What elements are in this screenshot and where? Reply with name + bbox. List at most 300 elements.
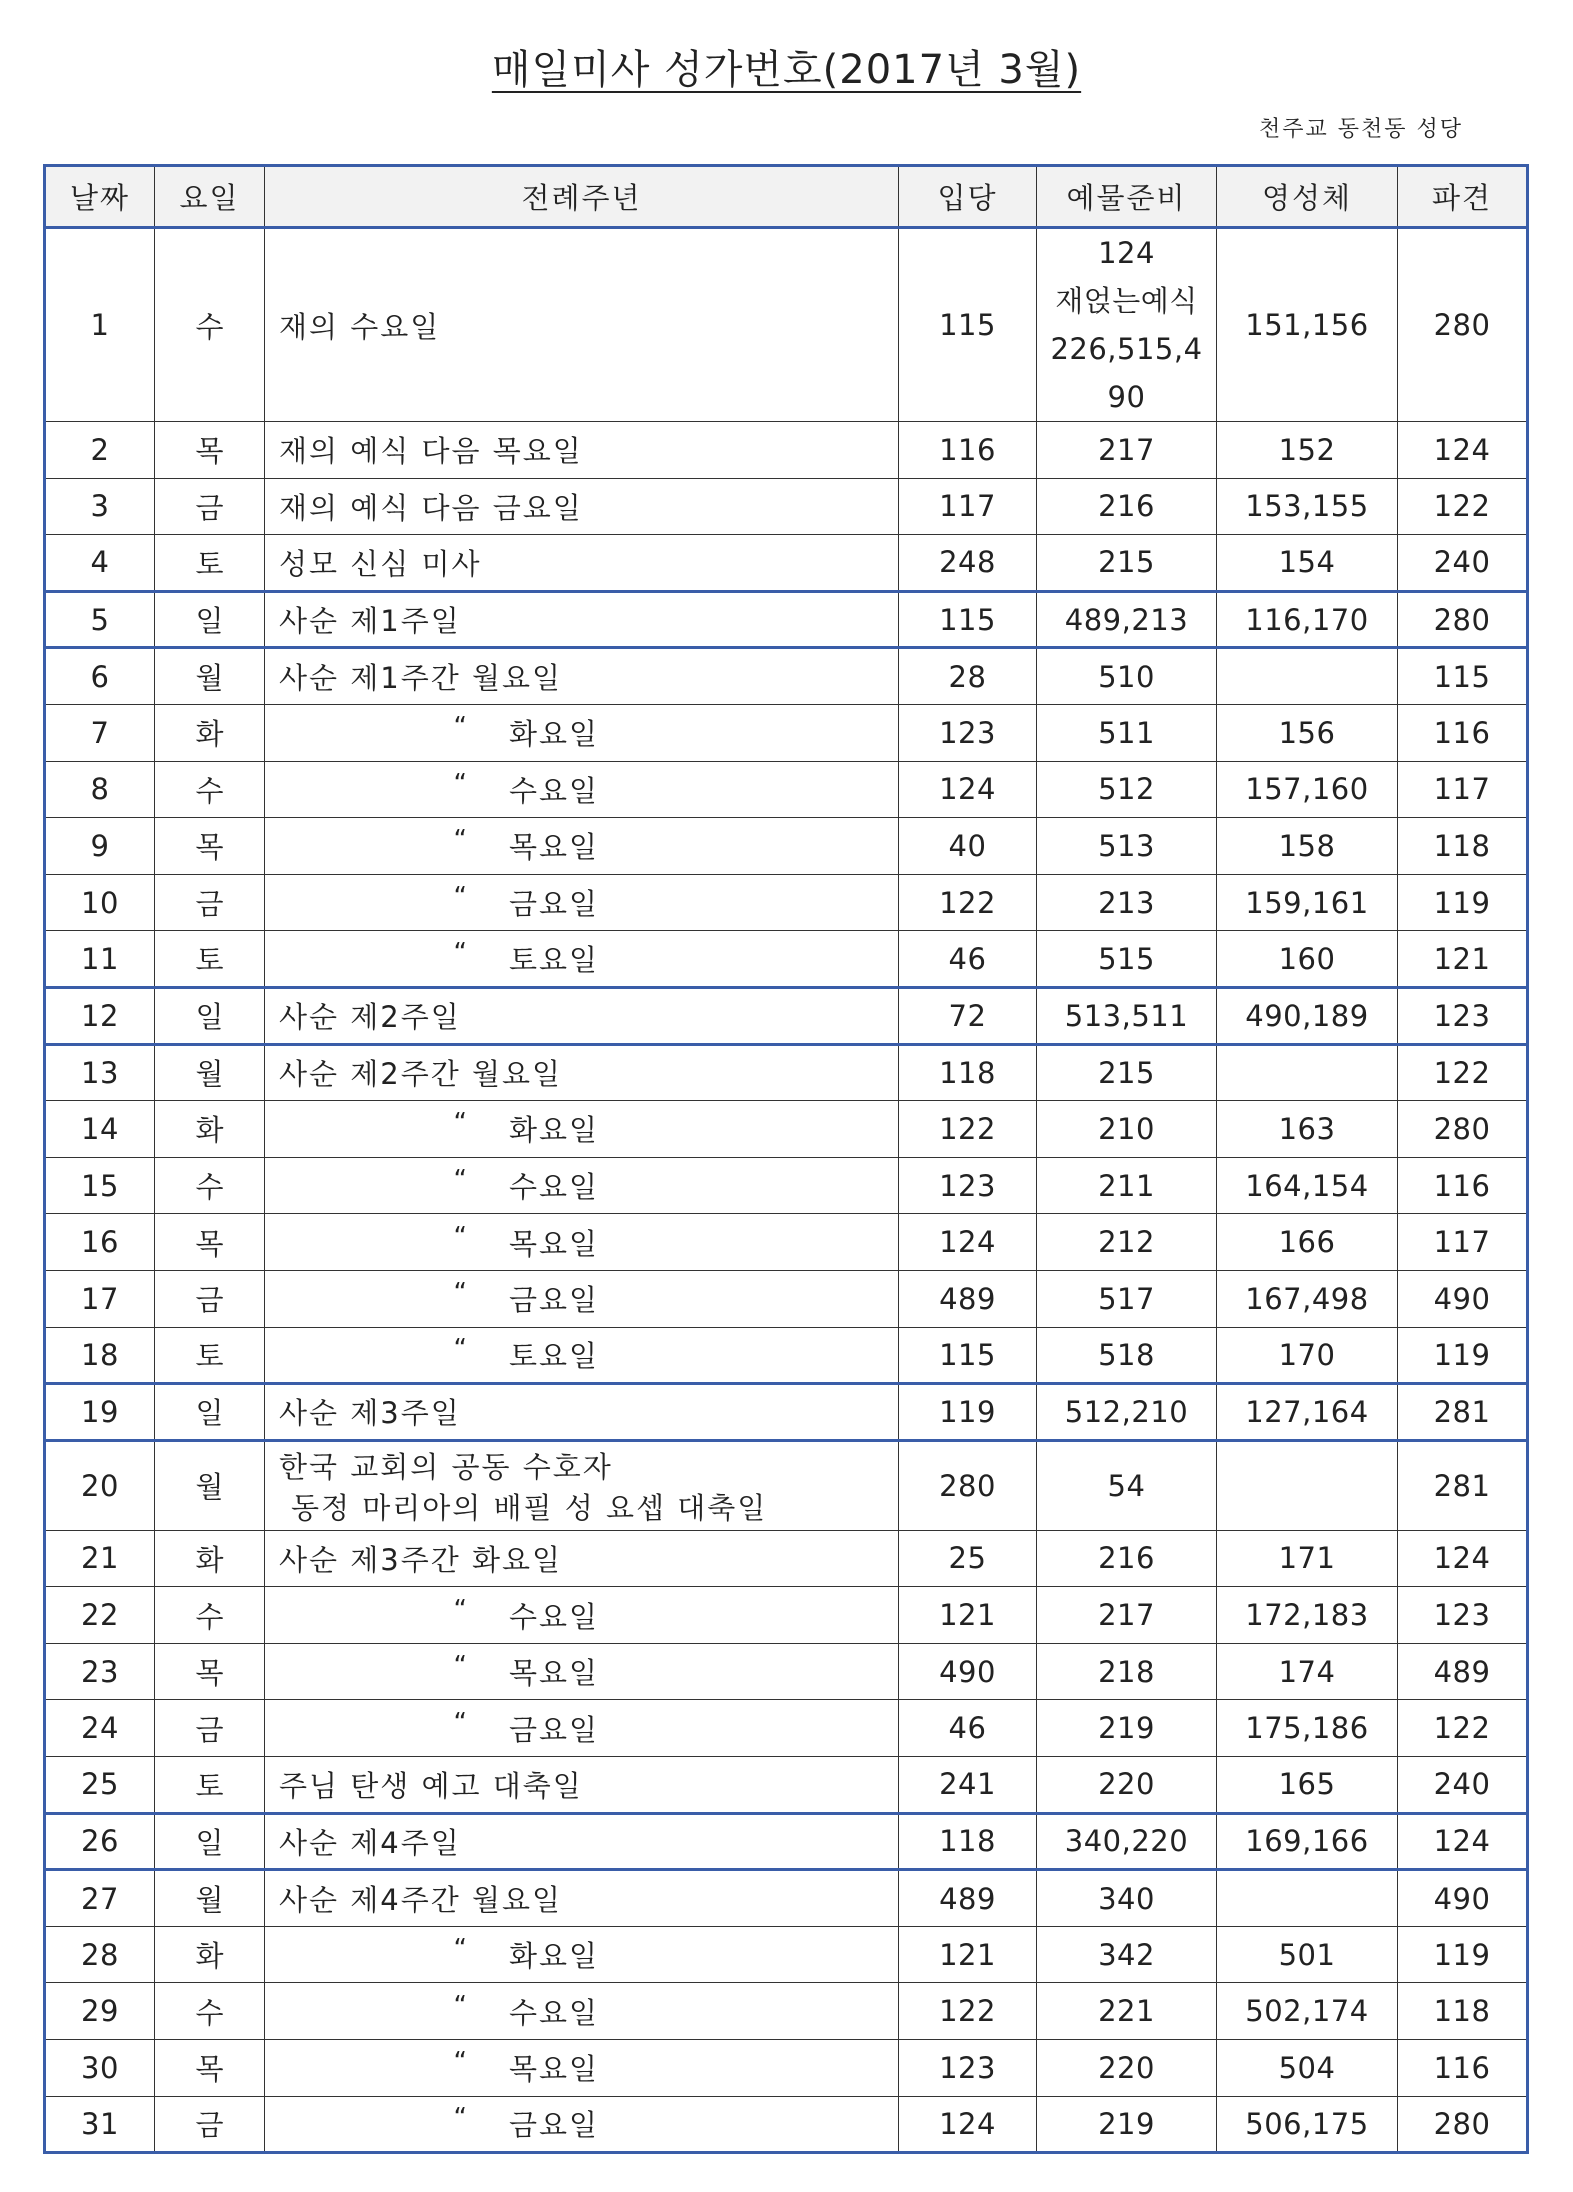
cell-offertory (1037, 2096, 1217, 2153)
offertory-line: 220 (1098, 1767, 1155, 1802)
offertory-line: 511 (1098, 715, 1155, 750)
cell-entrance: 72 (899, 987, 1037, 1044)
ditto-mark: “ (453, 1990, 469, 2021)
ditto-mark: “ (453, 1221, 469, 1252)
liturgy-name: 목요일 (509, 1226, 600, 1261)
liturgy-name: 수요일 (509, 773, 600, 808)
cell-date: 26 (45, 1813, 155, 1870)
cell-date: 16 (45, 1214, 155, 1271)
cell-dismissal: 122 (1398, 478, 1528, 535)
cell-liturgy (265, 818, 899, 875)
cell-dismissal: 117 (1398, 1214, 1528, 1271)
cell-entrance: 241 (899, 1757, 1037, 1814)
cell-communion: 174 (1217, 1643, 1398, 1700)
cell-dismissal: 119 (1398, 874, 1528, 931)
cell-date: 25 (45, 1757, 155, 1814)
cell-offertory (1037, 1983, 1217, 2040)
cell-liturgy (265, 987, 899, 1044)
cell-date: 7 (45, 704, 155, 761)
cell-date: 1 (45, 228, 155, 422)
cell-dismissal: 115 (1398, 648, 1528, 705)
cell-dismissal: 123 (1398, 987, 1528, 1044)
liturgy-name: 수요일 (509, 1170, 600, 1205)
offertory-line: 340 (1098, 1881, 1155, 1916)
liturgy-name: 목요일 (509, 1656, 600, 1691)
cell-date: 17 (45, 1270, 155, 1327)
cell-dismissal: 280 (1398, 2096, 1528, 2153)
cell-dismissal: 280 (1398, 1101, 1528, 1158)
cell-day: 수 (155, 1157, 265, 1214)
liturgy-name: 토요일 (509, 1339, 600, 1374)
liturgy-name: 목요일 (509, 2052, 600, 2087)
cell-entrance: 489 (899, 1270, 1037, 1327)
table-row (45, 478, 1528, 535)
cell-entrance: 124 (899, 1214, 1037, 1271)
table-row (45, 1440, 1528, 1530)
cell-dismissal: 490 (1398, 1870, 1528, 1927)
cell-offertory (1037, 1440, 1217, 1530)
cell-liturgy (265, 648, 899, 705)
cell-communion: 158 (1217, 818, 1398, 875)
cell-dismissal: 281 (1398, 1384, 1528, 1441)
offertory-line: 54 (1107, 1468, 1146, 1503)
cell-day: 일 (155, 1384, 265, 1441)
ditto-mark: “ (453, 1934, 469, 1965)
offertory-line: 513,511 (1064, 998, 1189, 1033)
offertory-line: 217 (1098, 1598, 1155, 1633)
table-row (45, 931, 1528, 988)
offertory-line: 515 (1098, 941, 1155, 976)
cell-date: 13 (45, 1044, 155, 1101)
table-row (45, 874, 1528, 931)
cell-liturgy (265, 1101, 899, 1158)
cell-liturgy (265, 874, 899, 931)
cell-liturgy (265, 1983, 899, 2040)
cell-offertory (1037, 1044, 1217, 1101)
cell-communion: 153,155 (1217, 478, 1398, 535)
cell-communion: 166 (1217, 1214, 1398, 1271)
cell-day: 화 (155, 704, 265, 761)
cell-offertory (1037, 1214, 1217, 1271)
cell-communion: 175,186 (1217, 1700, 1398, 1757)
cell-date: 6 (45, 648, 155, 705)
cell-day: 수 (155, 228, 265, 422)
cell-dismissal: 490 (1398, 1270, 1528, 1327)
cell-date: 27 (45, 1870, 155, 1927)
column-header-offertory: 예물준비 (1037, 166, 1217, 228)
cell-communion (1217, 648, 1398, 705)
cell-liturgy (265, 535, 899, 592)
table-row (45, 987, 1528, 1044)
cell-day: 목 (155, 2040, 265, 2097)
cell-date: 24 (45, 1700, 155, 1757)
cell-communion: 167,498 (1217, 1270, 1398, 1327)
liturgy-name: 금요일 (509, 2108, 600, 2143)
cell-dismissal: 123 (1398, 1587, 1528, 1644)
ditto-mark: “ (453, 712, 469, 743)
table-row (45, 818, 1528, 875)
cell-liturgy (265, 1440, 899, 1530)
cell-liturgy (265, 761, 899, 818)
cell-offertory (1037, 987, 1217, 1044)
cell-date: 31 (45, 2096, 155, 2153)
cell-dismissal: 118 (1398, 818, 1528, 875)
cell-entrance: 124 (899, 2096, 1037, 2153)
cell-offertory (1037, 1926, 1217, 1983)
cell-date: 19 (45, 1384, 155, 1441)
cell-entrance: 121 (899, 1587, 1037, 1644)
cell-entrance: 248 (899, 535, 1037, 592)
offertory-line: 518 (1098, 1337, 1155, 1372)
table-row (45, 1157, 1528, 1214)
cell-entrance: 115 (899, 591, 1037, 648)
liturgy-name: 금요일 (509, 1712, 600, 1747)
offertory-line: 510 (1098, 659, 1155, 694)
offertory-line: 90 (1107, 380, 1146, 414)
table-row (45, 761, 1528, 818)
offertory-line: 513 (1098, 828, 1155, 863)
offertory-line: 219 (1098, 2106, 1155, 2141)
cell-day: 토 (155, 1757, 265, 1814)
cell-liturgy (265, 1700, 899, 1757)
cell-communion: 127,164 (1217, 1384, 1398, 1441)
ditto-mark: “ (453, 1707, 469, 1738)
cell-liturgy (265, 2096, 899, 2153)
ditto-mark: “ (453, 825, 469, 856)
table-body (45, 228, 1528, 2153)
table-row (45, 1983, 1528, 2040)
offertory-line: 218 (1098, 1654, 1155, 1689)
cell-entrance: 122 (899, 1101, 1037, 1158)
cell-liturgy (265, 1870, 899, 1927)
cell-entrance: 46 (899, 1700, 1037, 1757)
table-row (45, 1757, 1528, 1814)
cell-entrance: 490 (899, 1643, 1037, 1700)
table-row (45, 1384, 1528, 1441)
cell-offertory (1037, 874, 1217, 931)
offertory-line: 216 (1098, 1541, 1155, 1576)
table-row (45, 1870, 1528, 1927)
cell-dismissal: 117 (1398, 761, 1528, 818)
cell-day: 화 (155, 1530, 265, 1587)
cell-date: 12 (45, 987, 155, 1044)
parish-name: 천주교 동천동 성당 (1258, 117, 1463, 142)
cell-offertory (1037, 931, 1217, 988)
cell-dismissal: 116 (1398, 1157, 1528, 1214)
cell-communion: 160 (1217, 931, 1398, 988)
cell-liturgy (265, 591, 899, 648)
page-title-text: 매일미사 성가번호(2017년 3월) (491, 47, 1082, 93)
cell-day: 월 (155, 1044, 265, 1101)
liturgy-name: 사순 제2주간 월요일 (279, 1057, 562, 1092)
table-row (45, 2096, 1528, 2153)
ditto-mark: “ (453, 938, 469, 969)
cell-communion: 154 (1217, 535, 1398, 592)
table-row (45, 1926, 1528, 1983)
cell-day: 목 (155, 1214, 265, 1271)
cell-date: 2 (45, 422, 155, 479)
column-header-dismissal: 파견 (1398, 166, 1528, 228)
liturgy-name: 목요일 (509, 830, 600, 865)
cell-day: 수 (155, 1587, 265, 1644)
liturgy-name: 사순 제1주일 (279, 604, 461, 639)
liturgy-name: 주님 탄생 예고 대축일 (279, 1768, 583, 1803)
cell-entrance: 46 (899, 931, 1037, 988)
cell-offertory (1037, 1587, 1217, 1644)
cell-day: 화 (155, 1101, 265, 1158)
hymn-schedule-table (43, 164, 1529, 2154)
cell-entrance: 119 (899, 1384, 1037, 1441)
column-header-liturgy: 전례주년 (265, 166, 899, 228)
cell-offertory (1037, 1813, 1217, 1870)
cell-day: 일 (155, 1813, 265, 1870)
cell-date: 23 (45, 1643, 155, 1700)
column-header-date: 날짜 (45, 166, 155, 228)
cell-offertory (1037, 704, 1217, 761)
liturgy-name-line2: 동정 마리아의 배필 성 요셉 대축일 (291, 1490, 768, 1525)
cell-day: 토 (155, 931, 265, 988)
cell-liturgy (265, 228, 899, 422)
cell-offertory (1037, 1870, 1217, 1927)
liturgy-name: 화요일 (509, 717, 600, 752)
liturgy-name: 사순 제1주간 월요일 (279, 661, 562, 696)
cell-entrance: 123 (899, 1157, 1037, 1214)
column-header-entrance: 입당 (899, 166, 1037, 228)
cell-communion: 170 (1217, 1327, 1398, 1384)
cell-dismissal: 280 (1398, 228, 1528, 422)
cell-communion: 501 (1217, 1926, 1398, 1983)
table-row (45, 1044, 1528, 1101)
cell-day: 월 (155, 648, 265, 705)
cell-offertory (1037, 422, 1217, 479)
cell-day: 수 (155, 1983, 265, 2040)
cell-day: 일 (155, 987, 265, 1044)
offertory-line: 124 (1098, 236, 1155, 270)
cell-communion: 172,183 (1217, 1587, 1398, 1644)
cell-offertory (1037, 228, 1217, 422)
cell-entrance: 115 (899, 228, 1037, 422)
cell-communion: 506,175 (1217, 2096, 1398, 2153)
table-row (45, 535, 1528, 592)
cell-dismissal: 280 (1398, 591, 1528, 648)
liturgy-name: 재의 예식 다음 금요일 (279, 490, 583, 525)
cell-entrance: 28 (899, 648, 1037, 705)
liturgy-name: 금요일 (509, 1283, 600, 1318)
column-header-communion: 영성체 (1217, 166, 1398, 228)
cell-date: 22 (45, 1587, 155, 1644)
table-row (45, 1530, 1528, 1587)
cell-offertory (1037, 591, 1217, 648)
cell-day: 화 (155, 1926, 265, 1983)
cell-communion (1217, 1044, 1398, 1101)
liturgy-name: 사순 제2주일 (279, 1000, 461, 1035)
table-row (45, 704, 1528, 761)
cell-date: 3 (45, 478, 155, 535)
table-row (45, 422, 1528, 479)
ditto-mark: “ (453, 1108, 469, 1139)
cell-liturgy (265, 1384, 899, 1441)
cell-communion: 157,160 (1217, 761, 1398, 818)
cell-communion: 151,156 (1217, 228, 1398, 422)
cell-dismissal: 116 (1398, 704, 1528, 761)
cell-date: 21 (45, 1530, 155, 1587)
table-row (45, 1587, 1528, 1644)
cell-entrance: 122 (899, 874, 1037, 931)
ditto-mark: “ (453, 1651, 469, 1682)
cell-communion: 165 (1217, 1757, 1398, 1814)
cell-offertory (1037, 1157, 1217, 1214)
cell-date: 28 (45, 1926, 155, 1983)
cell-entrance: 280 (899, 1440, 1037, 1530)
cell-date: 9 (45, 818, 155, 875)
liturgy-name: 수요일 (509, 1995, 600, 2030)
cell-communion: 152 (1217, 422, 1398, 479)
cell-date: 8 (45, 761, 155, 818)
cell-dismissal: 124 (1398, 1813, 1528, 1870)
cell-offertory (1037, 2040, 1217, 2097)
cell-day: 월 (155, 1870, 265, 1927)
table-row (45, 648, 1528, 705)
cell-liturgy (265, 1214, 899, 1271)
cell-offertory (1037, 535, 1217, 592)
cell-date: 15 (45, 1157, 155, 1214)
cell-entrance: 123 (899, 704, 1037, 761)
cell-day: 금 (155, 2096, 265, 2153)
cell-entrance: 40 (899, 818, 1037, 875)
offertory-line: 211 (1098, 1168, 1155, 1203)
cell-dismissal: 124 (1398, 422, 1528, 479)
cell-entrance: 489 (899, 1870, 1037, 1927)
cell-communion: 171 (1217, 1530, 1398, 1587)
cell-date: 20 (45, 1440, 155, 1530)
cell-dismissal: 119 (1398, 1926, 1528, 1983)
liturgy-name: 화요일 (509, 1939, 600, 1974)
cell-communion: 164,154 (1217, 1157, 1398, 1214)
cell-dismissal: 122 (1398, 1044, 1528, 1101)
cell-entrance: 124 (899, 761, 1037, 818)
ditto-mark: “ (453, 1334, 469, 1365)
cell-offertory (1037, 1270, 1217, 1327)
cell-communion: 490,189 (1217, 987, 1398, 1044)
liturgy-name: 사순 제4주일 (279, 1825, 461, 1860)
cell-communion: 156 (1217, 704, 1398, 761)
offertory-line: 216 (1098, 489, 1155, 524)
offertory-line: 512,210 (1064, 1394, 1189, 1429)
cell-liturgy (265, 1157, 899, 1214)
ditto-mark: “ (453, 1165, 469, 1196)
liturgy-name: 한국 교회의 공동 수호자 (279, 1449, 613, 1484)
cell-dismissal: 121 (1398, 931, 1528, 988)
cell-liturgy (265, 1926, 899, 1983)
cell-liturgy (265, 931, 899, 988)
cell-offertory (1037, 1757, 1217, 1814)
cell-date: 5 (45, 591, 155, 648)
cell-entrance: 25 (899, 1530, 1037, 1587)
liturgy-name: 재의 수요일 (279, 309, 441, 344)
cell-entrance: 115 (899, 1327, 1037, 1384)
cell-date: 29 (45, 1983, 155, 2040)
cell-day: 금 (155, 478, 265, 535)
cell-liturgy (265, 1587, 899, 1644)
offertory-line: 512 (1098, 772, 1155, 807)
ditto-mark: “ (453, 768, 469, 799)
cell-communion: 169,166 (1217, 1813, 1398, 1870)
cell-day: 토 (155, 535, 265, 592)
cell-liturgy (265, 1813, 899, 1870)
cell-day: 월 (155, 1440, 265, 1530)
offertory-line: 220 (1098, 2050, 1155, 2085)
offertory-line: 219 (1098, 1711, 1155, 1746)
cell-day: 금 (155, 1700, 265, 1757)
cell-communion: 159,161 (1217, 874, 1398, 931)
cell-dismissal: 124 (1398, 1530, 1528, 1587)
cell-day: 목 (155, 818, 265, 875)
cell-offertory (1037, 648, 1217, 705)
cell-date: 14 (45, 1101, 155, 1158)
liturgy-name: 수요일 (509, 1599, 600, 1634)
cell-entrance: 121 (899, 1926, 1037, 1983)
table-row (45, 1270, 1528, 1327)
cell-offertory (1037, 1530, 1217, 1587)
cell-entrance: 117 (899, 478, 1037, 535)
liturgy-name: 화요일 (509, 1113, 600, 1148)
cell-day: 목 (155, 1643, 265, 1700)
cell-liturgy (265, 1643, 899, 1700)
liturgy-name: 사순 제3주간 화요일 (279, 1542, 562, 1577)
page-title (0, 38, 1573, 95)
ditto-mark: “ (453, 2047, 469, 2078)
offertory-line: 재얹는예식 (1055, 284, 1198, 318)
offertory-line: 215 (1098, 1055, 1155, 1090)
cell-day: 금 (155, 874, 265, 931)
offertory-line: 517 (1098, 1281, 1155, 1316)
cell-dismissal: 281 (1398, 1440, 1528, 1530)
cell-offertory (1037, 1327, 1217, 1384)
offertory-line: 221 (1098, 1994, 1155, 2029)
cell-liturgy (265, 1757, 899, 1814)
cell-date: 11 (45, 931, 155, 988)
offertory-line: 215 (1098, 545, 1155, 580)
liturgy-name: 사순 제4주간 월요일 (279, 1883, 562, 1918)
cell-communion: 163 (1217, 1101, 1398, 1158)
cell-communion (1217, 1440, 1398, 1530)
table-row (45, 591, 1528, 648)
offertory-line: 226,515,4 (1050, 332, 1203, 366)
cell-offertory (1037, 1643, 1217, 1700)
table-row (45, 1101, 1528, 1158)
cell-entrance: 123 (899, 2040, 1037, 2097)
cell-liturgy (265, 1044, 899, 1101)
liturgy-name: 금요일 (509, 887, 600, 922)
cell-offertory (1037, 478, 1217, 535)
liturgy-name: 재의 예식 다음 목요일 (279, 434, 583, 469)
cell-date: 30 (45, 2040, 155, 2097)
cell-communion: 116,170 (1217, 591, 1398, 648)
liturgy-name: 토요일 (509, 943, 600, 978)
cell-offertory (1037, 761, 1217, 818)
cell-dismissal: 119 (1398, 1327, 1528, 1384)
cell-day: 수 (155, 761, 265, 818)
table-row (45, 2040, 1528, 2097)
ditto-mark: “ (453, 1594, 469, 1625)
ditto-mark: “ (453, 882, 469, 913)
cell-entrance: 122 (899, 1983, 1037, 2040)
cell-offertory (1037, 1384, 1217, 1441)
cell-dismissal: 489 (1398, 1643, 1528, 1700)
cell-communion: 504 (1217, 2040, 1398, 2097)
table-header-row (45, 166, 1528, 228)
offertory-line: 489,213 (1064, 602, 1189, 637)
